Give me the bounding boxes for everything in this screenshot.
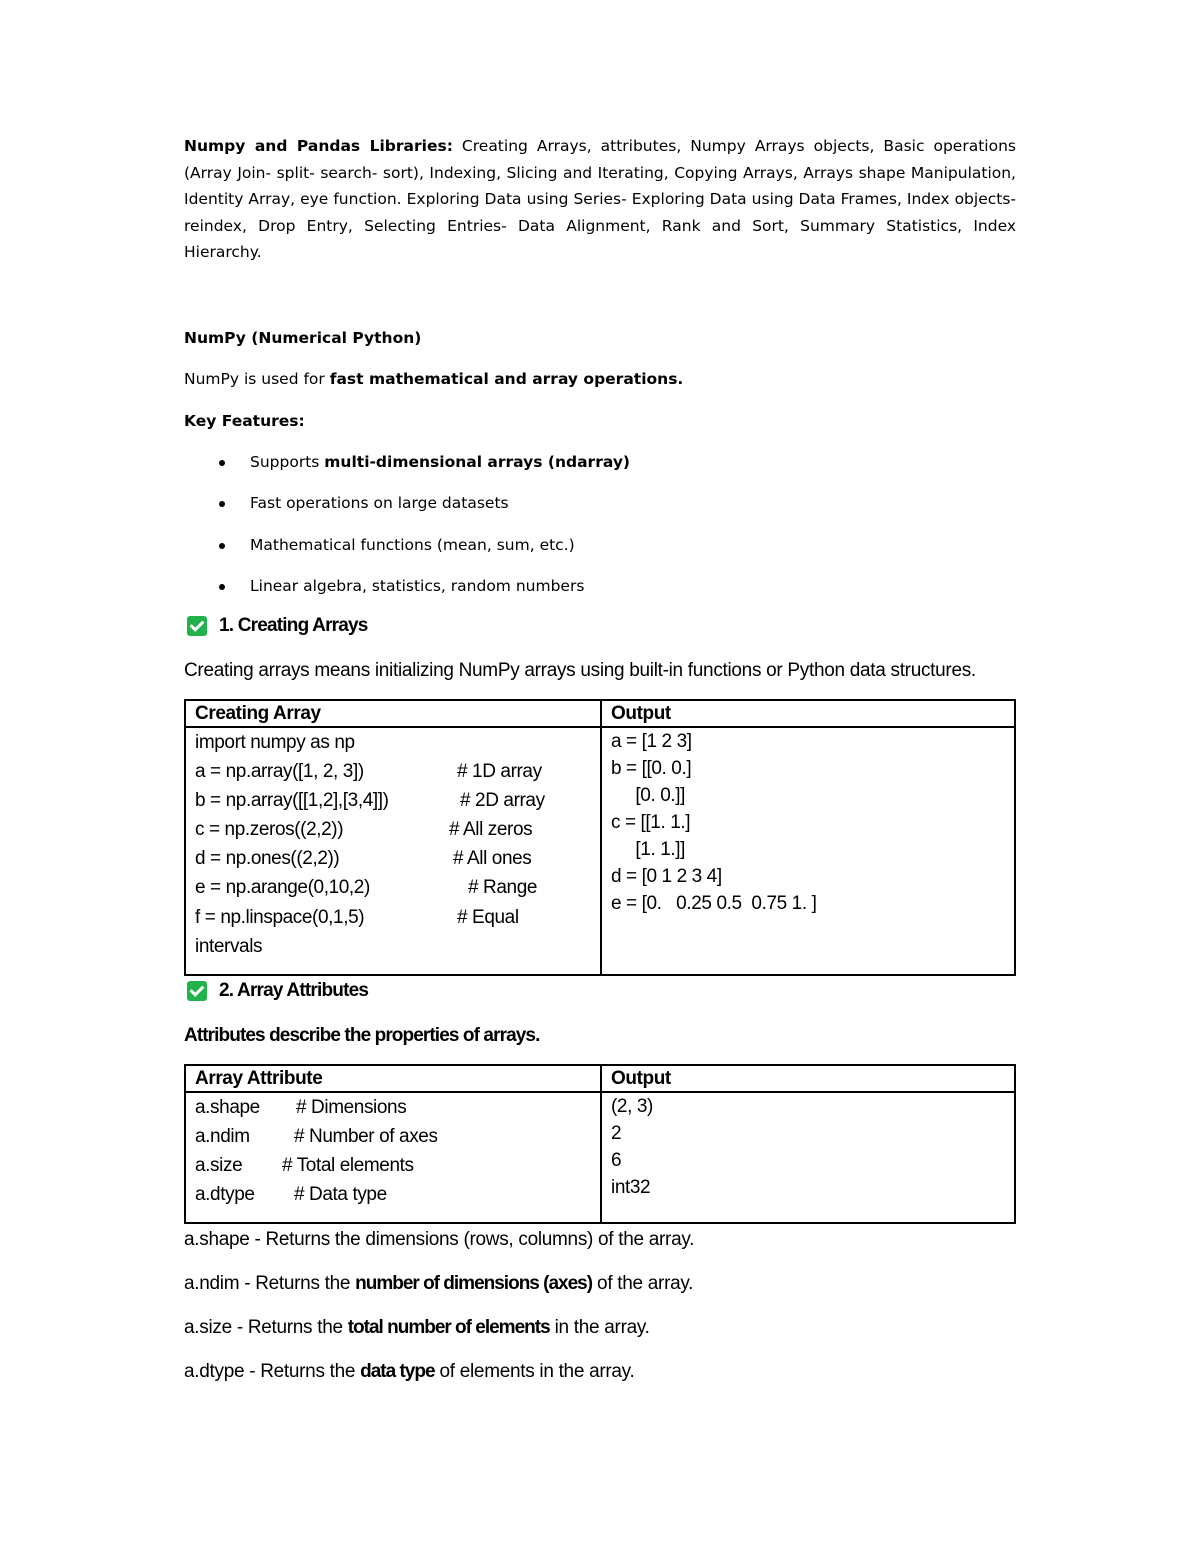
feature-text: Linear algebra, statistics, random numbers [250, 577, 585, 595]
numpy-used-bold: fast mathematical and array operations. [329, 369, 684, 388]
output-line: 6 [611, 1149, 622, 1171]
note-bold: number of dimensions (axes) [355, 1272, 593, 1294]
numpy-heading: NumPy (Numerical Python) [184, 328, 422, 347]
code-text: a.ndim [195, 1125, 250, 1147]
output-line: d = [0 1 2 3 4] [611, 865, 722, 887]
note-text: a.shape - Returns the dimensions (rows, columns) of the array. [184, 1228, 695, 1250]
section2-description: Attributes describe the properties of arrays. [184, 1024, 540, 1046]
output-line: [0. 0.]] [611, 784, 686, 806]
section-title: 2. Array Attributes [219, 979, 369, 1001]
code-line [195, 1180, 591, 1209]
output-line: [1. 1.]] [611, 838, 686, 860]
numpy-used-for [184, 369, 1016, 389]
code-text: import numpy as np [195, 731, 355, 753]
note-text: a.dtype - Returns the [184, 1360, 361, 1382]
output-line: b = [[0. 0.] [611, 757, 692, 779]
code-comment: # Total elements [282, 1154, 414, 1176]
note-shape [184, 1228, 1016, 1252]
code-line [195, 757, 591, 786]
code-comment: # All zeros [449, 819, 533, 841]
creating-array-table [184, 699, 1016, 976]
table-header-row [185, 700, 1015, 727]
note-text: of elements in the array. [434, 1360, 635, 1382]
intro-text: Creating Arrays, attributes, Numpy Arrays objects, Basic operations (Array Join- split- search- sort), Indexing, Slicing and Iterating, Copying Arrays, Arrays shape Manipulation, Identity Array, eye function. Exploring Data using Series- Exploring Data using Data Frames, Index objects- reindex, Drop Entry, Selecting Entries- Data Alignment, Rank and Sort, Summary Statistics, Index Hierarchy. [184, 137, 1016, 261]
feature-text: Fast operations on large datasets [250, 494, 509, 512]
table-header-cell: Creating Array [185, 700, 601, 727]
note-dtype [184, 1360, 1016, 1384]
feature-text: Supports [250, 452, 325, 471]
list-item [184, 535, 1016, 555]
note-bold: data type [360, 1360, 435, 1382]
key-features-heading: Key Features: [184, 411, 305, 430]
document-page [184, 133, 1016, 1384]
checkbox-checked-icon [187, 981, 207, 1001]
section-title: 1. Creating Arrays [219, 614, 368, 636]
code-comment: # Number of axes [294, 1125, 438, 1147]
section1-description: Creating arrays means initializing NumPy arrays using built-in functions or Python data structures. [184, 659, 976, 681]
table-header-row [185, 1065, 1015, 1092]
intro-paragraph [184, 133, 1016, 266]
note-text: a.ndim - Returns the [184, 1272, 356, 1294]
output-line: a = [1 2 3] [611, 730, 692, 752]
note-bold: total number of elements [347, 1316, 550, 1338]
code-line [195, 786, 591, 815]
section-heading-creating-arrays [184, 615, 1016, 637]
code-line [195, 1122, 591, 1151]
output-line: int32 [611, 1176, 651, 1198]
code-text: intervals [195, 935, 263, 957]
code-text: f = np.linspace(0,1,5) [195, 906, 365, 928]
intro-title: Numpy and Pandas Libraries: [184, 137, 453, 155]
code-comment: # All ones [453, 848, 532, 870]
code-comment: # Data type [294, 1184, 387, 1206]
code-comment: # 2D array [460, 789, 545, 811]
feature-text: Mathematical functions (mean, sum, etc.) [250, 535, 575, 554]
key-features-list [184, 452, 1016, 597]
code-cell [185, 1092, 601, 1223]
table-row [185, 727, 1015, 975]
note-text: a.size - Returns the [184, 1316, 348, 1338]
code-comment: # Range [468, 877, 538, 899]
array-attribute-table [184, 1064, 1016, 1224]
note-text: of the array. [592, 1272, 694, 1294]
code-text: a.shape [195, 1096, 260, 1118]
note-ndim [184, 1272, 1016, 1296]
note-text: in the array. [549, 1316, 650, 1338]
checkbox-checked-icon [187, 616, 207, 636]
output-line: c = [[1. 1.] [611, 811, 691, 833]
code-comment: # Equal [457, 906, 519, 928]
code-text: b = np.array([[1,2],[3,4]]) [195, 789, 389, 811]
note-size [184, 1316, 1016, 1340]
code-text: a.size [195, 1154, 243, 1176]
code-text: a.dtype [195, 1184, 255, 1206]
code-line [195, 844, 591, 873]
feature-bold: multi-dimensional arrays (ndarray) [324, 452, 631, 471]
numpy-used-prefix: NumPy is used for [184, 369, 330, 388]
table-header-cell: Output [601, 1065, 1015, 1092]
code-comment: # 1D array [457, 760, 542, 782]
code-text: a = np.array([1, 2, 3]) [195, 760, 364, 782]
code-line [195, 815, 591, 844]
table-header-cell: Array Attribute [185, 1065, 601, 1092]
output-line: 2 [611, 1122, 622, 1144]
code-text: c = np.zeros((2,2)) [195, 819, 344, 841]
section-heading-array-attributes [184, 980, 1016, 1002]
code-cell [185, 727, 601, 975]
code-line [195, 1151, 591, 1180]
list-item [184, 452, 1016, 472]
code-text: d = np.ones((2,2)) [195, 848, 340, 870]
code-line [195, 873, 591, 902]
code-line [195, 728, 591, 757]
list-item [184, 493, 1016, 513]
output-line: e = [0. 0.25 0.5 0.75 1. ] [611, 892, 817, 914]
table-header-cell: Output [601, 700, 1015, 727]
output-line: (2, 3) [611, 1095, 653, 1117]
list-item [184, 576, 1016, 596]
code-line [195, 932, 591, 961]
table-row [185, 1092, 1015, 1223]
code-text: e = np.arange(0,10,2) [195, 877, 370, 899]
output-cell [601, 1092, 1015, 1223]
code-comment: # Dimensions [296, 1096, 407, 1118]
code-line [195, 1093, 591, 1122]
output-cell [601, 727, 1015, 975]
code-line [195, 903, 591, 932]
